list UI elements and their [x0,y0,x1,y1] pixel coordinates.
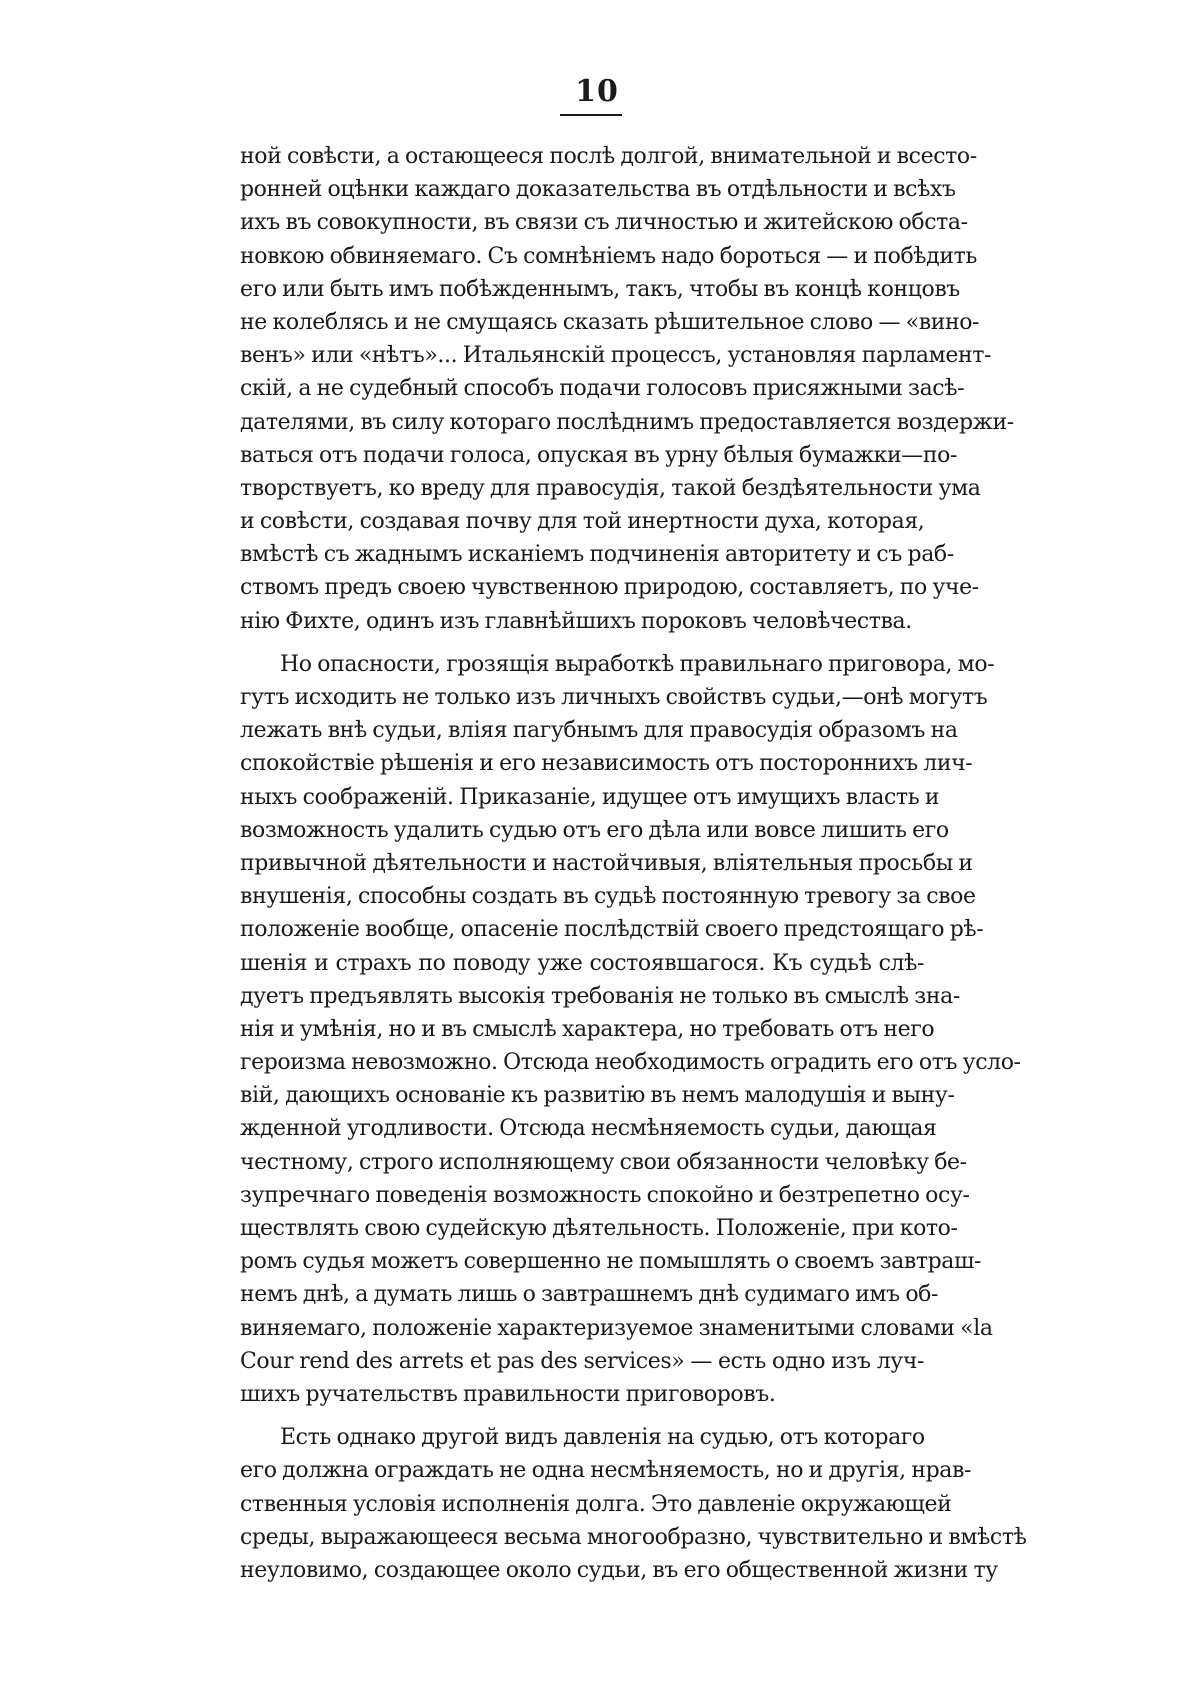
text-line: дуетъ предъявлять высокія требованія не только въ смыслѣ зна- [240,983,960,1009]
text-line: новкою обвиняемаго. Съ сомнѣніемъ надо бороться — и побѣдить [240,243,977,269]
text-line: вмѣстѣ съ жаднымъ исканіемъ подчиненія авторитету и съ раб- [240,542,954,568]
text-line: внушенія, способны создать въ судьѣ постоянную тревогу за свое [240,884,976,910]
text-line: неуловимо, создающее около судьи, въ его общественной жизни ту [240,1557,998,1583]
text-line: ронней оцѣнки каждаго доказательства въ отдѣльности и всѣхъ [240,177,956,203]
text-line: положеніе вообще, опасеніе послѣдствій своего предстоящаго рѣ- [240,917,984,943]
text-line: шихъ ручательствъ правильности приговоровъ. [240,1381,776,1407]
text-line: ществлять свою судейскую дѣятельность. Положеніе, при кото- [240,1216,958,1241]
text-line: ной совѣсти, а остающееся послѣ долгой, внимательной и всесто- [240,144,977,169]
text-line: спокойствіе рѣшенія и его независимость отъ постороннихъ лич- [240,751,973,777]
text-line: ихъ въ совокупности, въ связи съ личностью и житейскою обста- [240,210,968,236]
text-line: не колеблясь и не смущаясь сказать рѣшительное слово — «вино- [240,309,980,335]
text-line: гутъ исходить не только изъ личныхъ свойствъ судьи,—онѣ могутъ [240,685,988,710]
text-line: лежать внѣ судьи, вліяя пагубнымъ для правосудія образомъ на [240,718,958,744]
text-line: ромъ судья можетъ совершенно не помышлять о своемъ завтраш- [240,1249,982,1275]
text-line: героизма невозможно. Отсюда необходимость оградить его отъ усло- [240,1050,1021,1076]
text-line: его или быть имъ побѣжденнымъ, такъ, чтобы въ концѣ концовъ [240,276,960,302]
text-line: возможность удалить судью отъ его дѣла или вовсе лишить его [240,817,949,843]
text-line: Но опасности, грозящія выработкѣ правильнаго приговора, мо- [280,651,995,677]
paragraph-gap [240,638,924,648]
text-line: среды, выражающееся весьма многообразно, чувствительно и вмѣстѣ [240,1524,1027,1550]
text-line: нію Фихте, одинъ изъ главнѣйшихъ пороковъ человѣчества. [240,608,912,634]
text-line: ныхъ соображеній. Приказаніе, идущее отъ имущихъ власть и [240,784,940,810]
paragraph-1 [240,140,1014,638]
text-line: честному, строго исполняющему свои обязанности человѣку бе- [240,1149,967,1175]
text-line: Cour rend des arrets et pas des services» — есть одно изъ луч- [240,1348,924,1374]
text-line: нія и умѣнія, но и въ смыслѣ характера, но требовать отъ него [240,1016,935,1042]
text-line: привычной дѣятельности и настойчивыя, вліятельныя просьбы и [240,850,973,876]
paragraph-2 [240,648,1021,1411]
paragraph-gap [240,1411,924,1421]
text-line: ствомъ предъ своею чувственною природою, составляетъ, по уче- [240,575,979,601]
text-line: немъ днѣ, а думать лишь о завтрашнемъ днѣ судимаго имъ об- [240,1282,939,1308]
text-line: творствуетъ, ко вреду для правосудія, такой бездѣятельности ума [240,475,981,501]
text-line: виняемаго, положеніе характеризуемое знаменитыми словами «la [240,1315,993,1341]
body-text [240,140,1027,1587]
text-line: венъ» или «нѣтъ»... Итальянскій процессъ, установляя парламент- [240,343,992,369]
text-line: ваться отъ подачи голоса, опуская въ урну бѣлыя бумажки—по- [240,442,958,468]
text-line: зупречнаго поведенія возможность спокойно и безтрепетно осу- [240,1182,970,1208]
page-number: 10 [575,74,619,109]
text-line: ственныя условія исполненія долга. Это давленіе окружающей [240,1491,952,1517]
page-number-rule [560,114,622,116]
text-line: скій, а не судебный способъ подачи голосовъ присяжными засѣ- [240,376,965,402]
paragraph-3 [240,1421,1027,1587]
text-line: Есть однако другой видъ давленія на судью, отъ котораго [280,1425,925,1451]
text-line: жденной угодливости. Отсюда несмѣняемость судьи, дающая [240,1116,937,1142]
text-line: вій, дающихъ основаніе къ развитію въ немъ малодушія и выну- [240,1083,955,1109]
text-line: шенія и страхъ по поводу уже состоявшагося. Къ судьѣ слѣ- [240,950,924,976]
text-line: дателями, въ силу котораго послѣднимъ предоставляется воздержи- [240,409,1014,435]
text-line: и совѣсти, создавая почву для той инертности духа, которая, [240,509,925,535]
text-line: его должна ограждать не одна несмѣняемость, но и другія, нрав- [240,1458,972,1484]
